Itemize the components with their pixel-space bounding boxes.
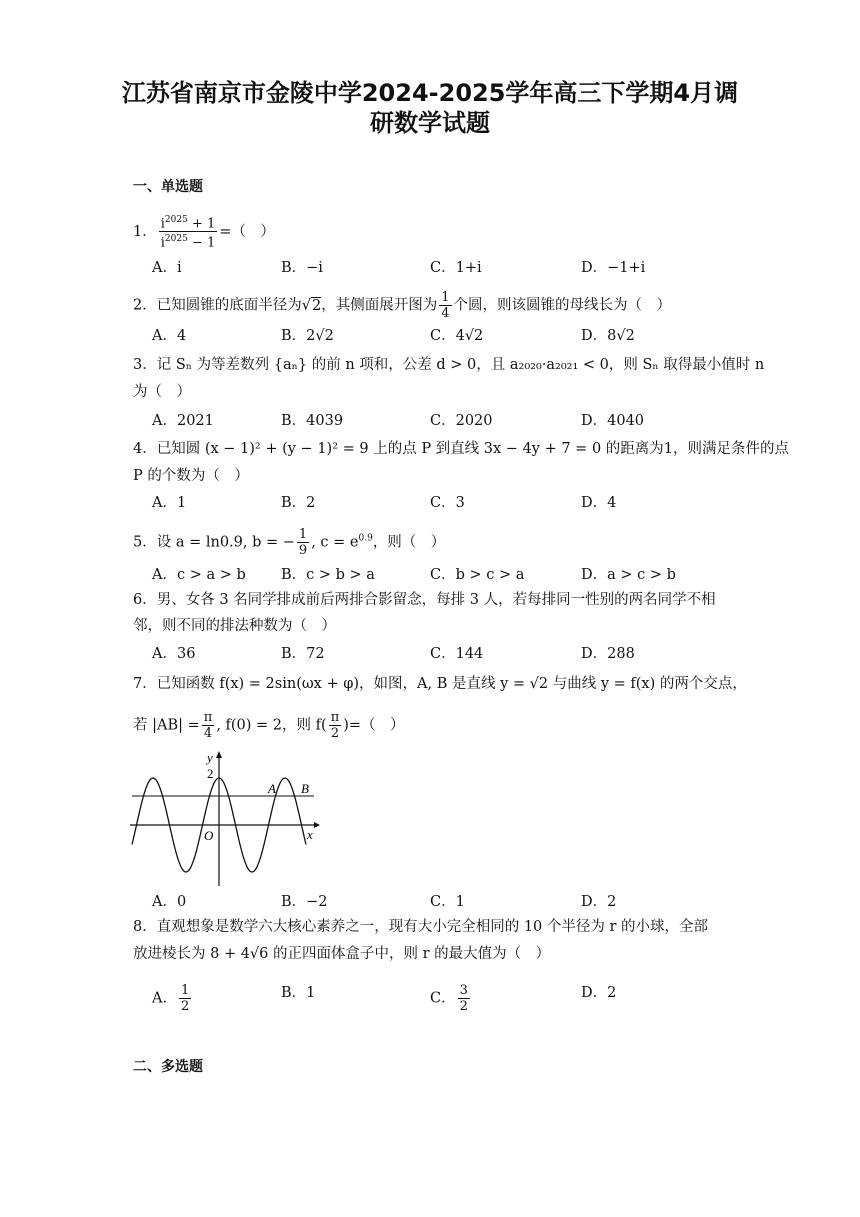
q2-option-b[interactable]: B．2√2 [281, 328, 334, 344]
q6-option-d[interactable]: D．288 [581, 646, 635, 662]
q3-option-c[interactable]: C．2020 [430, 413, 493, 429]
q3-option-a[interactable]: A．2021 [152, 413, 214, 429]
y-label: y [207, 750, 213, 765]
question-7-line1: 7．已知函数 f(x) = 2sin(ωx + φ)，如图，A, B 是直线 y = √2 与曲线 y = f(x) 的两个交点， [133, 676, 747, 692]
q5-option-a[interactable]: A．c > a > b [152, 567, 246, 583]
q7-fraction-pi2: $\frac{\pi}{2}$ [330, 710, 340, 741]
y-axis-arrow [216, 751, 222, 758]
q4-option-c[interactable]: C．3 [430, 495, 465, 511]
q8-option-d[interactable]: D．2 [581, 985, 617, 1001]
question-8-line1: 8．直观想象是数学六大核心素养之一，现有大小完全相同的 10 个半径为 r 的小球，全部 [133, 919, 709, 935]
q2-option-c[interactable]: C．4√2 [430, 328, 484, 344]
q6-option-b[interactable]: B．72 [281, 646, 325, 662]
question-3-line1: 3．记 Sₙ 为等差数列 {aₙ} 的前 n 项和，公差 d > 0，且 a₂₀₂₀·a₂₀₂₁ < 0，则 Sₙ 取得最小值时 n [133, 357, 765, 373]
section-single-choice: 一、单选题 [133, 179, 203, 195]
q1-option-c[interactable]: C．1+i [430, 260, 482, 276]
y-two-label: 2 [207, 766, 214, 781]
question-6-line2: 邻，则不同的排法种数为（ ） [133, 618, 336, 634]
point-b-label: B [301, 781, 309, 796]
doc-title-line2: 研数学试题 [370, 109, 490, 137]
q8-fraction-half: $\frac{1}{2}$ [180, 983, 190, 1014]
q8-fraction-3-2: $\frac{3}{2}$ [459, 983, 468, 1014]
q1-option-a[interactable]: A．i [152, 260, 182, 276]
q4-option-d[interactable]: D．4 [581, 495, 617, 511]
q2-sqrt2: √2 [301, 297, 322, 314]
doc-title-line1: 江苏省南京市金陵中学2024-2025学年高三下学期4月调 [121, 79, 739, 107]
question-3-line2: 为（ ） [133, 384, 191, 400]
q1-fraction: $\frac{i^{2025} + 1}{i^{2025} - 1}$ [160, 215, 216, 251]
q7-option-d[interactable]: D．2 [581, 894, 617, 910]
q4-option-a[interactable]: A．1 [152, 495, 187, 511]
q5-option-c[interactable]: C．b > c > a [430, 567, 525, 583]
q4-option-b[interactable]: B．2 [281, 495, 316, 511]
q8-option-c[interactable]: C． $\frac{3}{2}$ [430, 983, 468, 1014]
section-multiple-choice: 二、多选题 [133, 1059, 203, 1075]
q3-option-d[interactable]: D．4040 [581, 413, 645, 429]
q1-option-d[interactable]: D．−1+i [581, 260, 646, 276]
q6-option-a[interactable]: A．36 [152, 646, 196, 662]
origin-label: O [204, 828, 214, 843]
q5-option-b[interactable]: B．c > b > a [281, 567, 375, 583]
question-5: 5．设 a = ln0.9, b = − $\frac{1}{9}$ , $c = e^{0.9}$，则（ ） [133, 527, 446, 558]
q7-option-c[interactable]: C．1 [430, 894, 465, 910]
question-4-line2: P 的个数为（ ） [133, 468, 249, 484]
question-6-line1: 6．男、女各 3 名同学排成前后两排合影留念，每排 3 人，若每排同一性别的两名同学不相 [133, 592, 716, 608]
question-2: 2．已知圆锥的底面半径为√2，其侧面展开图为 $\frac{1}{4}$ 个圆，则该圆锥的母线长为（ ） [133, 290, 671, 321]
q7-option-a[interactable]: A．0 [152, 894, 187, 910]
q7-option-b[interactable]: B．−2 [281, 894, 328, 910]
question-1: 1． $\frac{i^{2025} + 1}{i^{2025} - 1}$ =（ ） [133, 215, 275, 251]
q3-option-b[interactable]: B．4039 [281, 413, 344, 429]
q5-option-d[interactable]: D．a > c > b [581, 567, 676, 583]
q8-option-b[interactable]: B．1 [281, 985, 316, 1001]
q5-fraction: $\frac{1}{9}$ [298, 527, 308, 558]
q7-fraction-pi4: $\frac{\pi}{4}$ [203, 710, 213, 741]
q7-sine-graph [128, 748, 328, 888]
x-axis-arrow [314, 822, 320, 828]
q2-option-a[interactable]: A．4 [152, 328, 187, 344]
q1-option-b[interactable]: B．−i [281, 260, 323, 276]
question-4-line1: 4．已知圆 (x − 1)² + (y − 1)² = 9 上的点 P 到直线 3x − 4y + 7 = 0 的距离为1，则满足条件的点 [133, 441, 790, 457]
q2-option-d[interactable]: D．8√2 [581, 328, 635, 344]
q6-option-c[interactable]: C．144 [430, 646, 484, 662]
q8-option-a[interactable]: A． $\frac{1}{2}$ [152, 983, 190, 1014]
point-a-label: A [268, 781, 276, 796]
question-7-line2: 若 |AB| = $\frac{\pi}{4}$ , f(0) = 2，则 f( $\frac{\pi}{2}$ )=（ ） [133, 710, 405, 741]
q2-fraction: $\frac{1}{4}$ [441, 290, 450, 321]
x-label: x [307, 827, 313, 842]
question-8-line2: 放进棱长为 8 + 4√6 的正四面体盒子中，则 r 的最大值为（ ） [133, 946, 551, 962]
